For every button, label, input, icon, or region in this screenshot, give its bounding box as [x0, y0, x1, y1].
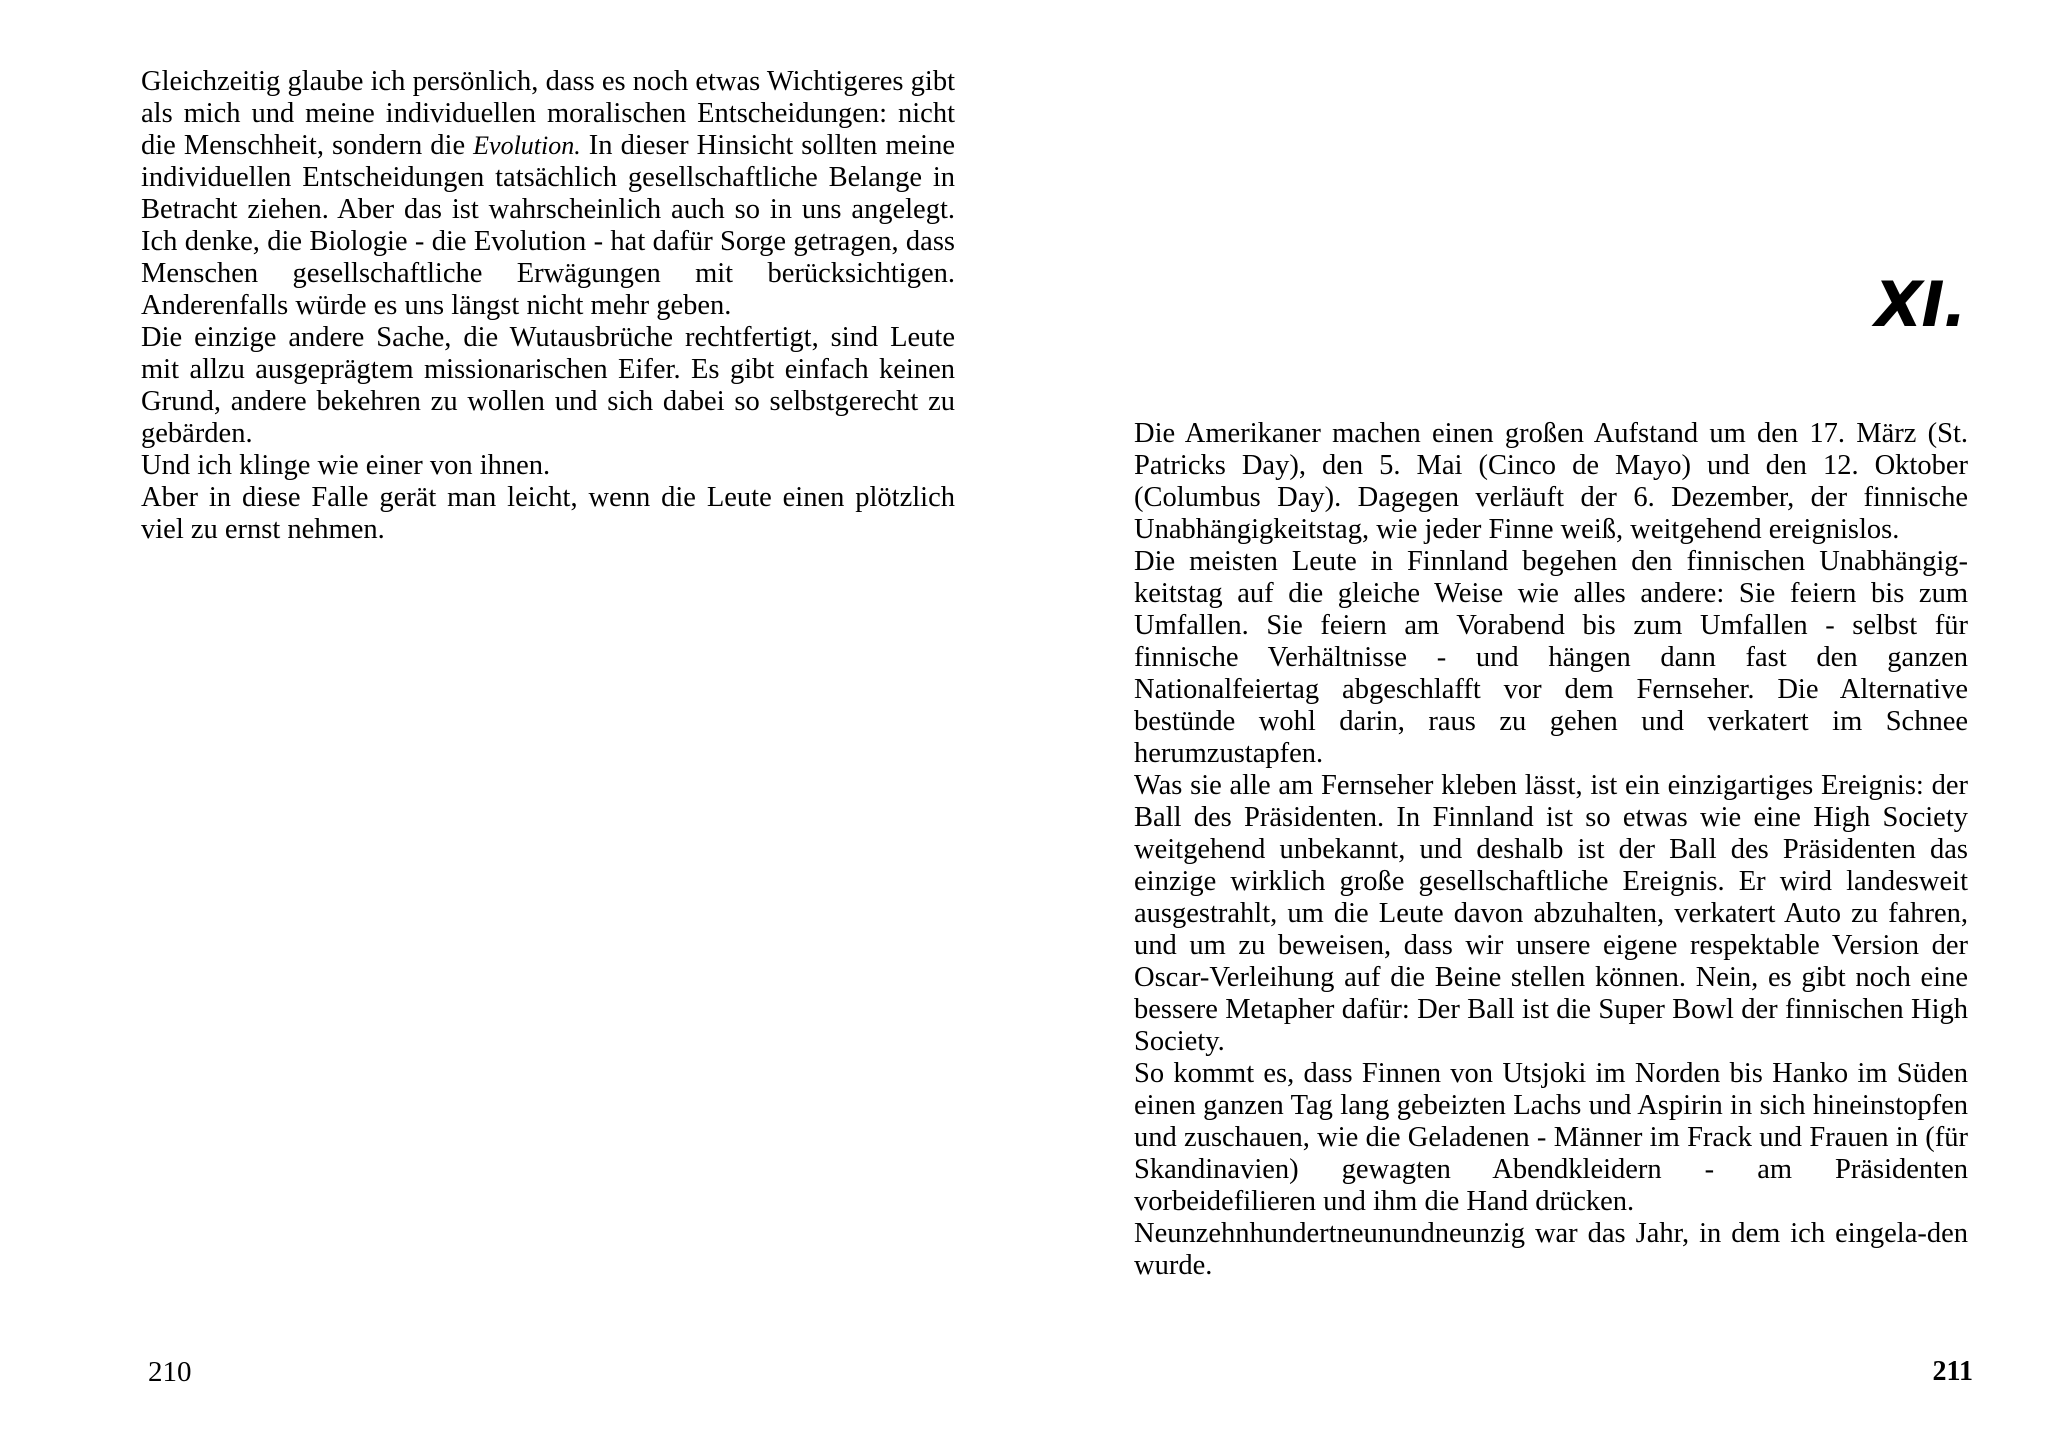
paragraph: Aber in diese Falle gerät man leicht, wenn die Leute einen plötzlich viel zu ernst nehmen.: [141, 482, 955, 545]
page-number: 210: [148, 1356, 192, 1388]
left-page-body: [141, 66, 955, 546]
paragraph: Neunzehnhundertneunundneunzig war das Jahr, in dem ich eingela-den wurde.: [1134, 1218, 1968, 1281]
paragraph: Die Amerikaner machen einen großen Aufstand um den 17. März (St. Patricks Day), den 5. Mai (Cinco de Mayo) und den 12. Oktober (Columbus Day). Dagegen verläuft der 6. Dezember, der finnische Unabhängigkeitstag, wie jeder Finne weiß, weitgehend ereignislos.: [1134, 418, 1968, 545]
chapter-heading: XI.: [1874, 268, 1966, 341]
paragraph: Was sie alle am Fernseher kleben lässt, ist ein einzigartiges Ereignis: der Ball des Präsidenten. In Finnland ist so etwas wie eine High Society weitgehend unbekannt, und deshalb ist der Ball des Präsidenten das einzige wirklich große gesellschaftliche Ereignis. Er wird landesweit ausgestrahlt, um die Leute davon abzuhalten, verkatert Auto zu fahren, und um zu beweisen, dass wir unsere eigene respektable Version der Oscar-Verleihung auf die Beine stellen können. Nein, es gibt noch eine bessere Metapher dafür: Der Ball ist die Super Bowl der finnischen High Society.: [1134, 770, 1968, 1057]
right-page-body: [1134, 418, 1968, 1282]
paragraph: Die meisten Leute in Finnland begehen den finnischen Unabhängig-keitstag auf die gleiche Weise wie alles andere: Sie feiern bis zum Umfallen. Sie feiern am Vorabend bis zum Umfallen - selbst für finnische Verhältnisse - und hängen dann fast den ganzen Nationalfeiertag abgeschlafft vor dem Fernseher. Die Alternative bestünde wohl darin, raus zu gehen und verkatert im Schnee herumzustapfen.: [1134, 546, 1968, 769]
page-number: 211: [1932, 1356, 1973, 1387]
right-page: [1024, 0, 2048, 1447]
paragraph: [141, 66, 955, 322]
paragraph: Und ich klinge wie einer von ihnen.: [141, 450, 551, 481]
paragraph-text: Gleichzeitig glaube ich persönlich, dass es noch etwas Wichtigeres gibt als mich und meine individuellen moralischen Entscheidungen: nicht die Menschheit, sondern die: [141, 66, 955, 161]
emphasized-word: Evolution.: [473, 131, 581, 160]
paragraph: Die einzige andere Sache, die Wutausbrüche rechtfertigt, sind Leute mit allzu ausgeprägtem missionarischen Eifer. Es gibt einfach keinen Grund, andere bekehren zu wollen und sich dabei so selbstgerecht zu gebärden.: [141, 322, 955, 449]
paragraph: So kommt es, dass Finnen von Utsjoki im Norden bis Hanko im Süden einen ganzen Tag lang gebeizten Lachs und Aspirin in sich hineinstopfen und zuschauen, wie die Geladenen - Männer im Frack und Frauen in (für Skandinavien) gewagten Abendkleidern - am Präsidenten vorbeidefilieren und ihm die Hand drücken.: [1134, 1058, 1968, 1217]
paragraph-text: In dieser Hinsicht sollten meine individuellen Entscheidungen tatsächlich gesellschaftliche Belange in Betracht ziehen. Aber das ist wahrscheinlich auch so in uns angelegt. Ich denke, die Biologie - die Evolution - hat dafür Sorge getragen, dass Menschen gesellschaftliche Erwägungen mit berücksichtigen. Anderenfalls würde es uns längst nicht mehr geben.: [141, 130, 955, 321]
